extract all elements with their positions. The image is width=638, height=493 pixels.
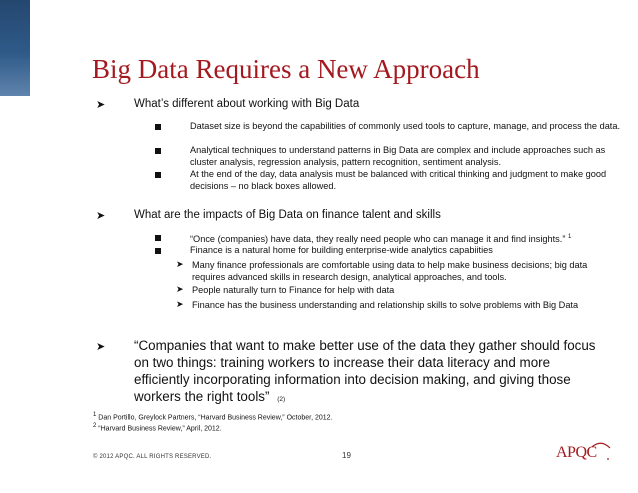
footnote-ref: 1 bbox=[567, 234, 572, 240]
footnote bbox=[93, 423, 222, 432]
footnote-number: 1 bbox=[93, 412, 97, 418]
square-bullet-icon bbox=[155, 235, 161, 241]
bullet-quote: “Once (companies) have data, they really need people who can manage it and find insights.” bbox=[190, 234, 566, 245]
arrow-bullet-icon: ➤ bbox=[96, 341, 106, 353]
arrow-bullet-icon: ➤ bbox=[96, 99, 106, 111]
section-heading: What are the impacts of Big Data on finance talent and skills bbox=[134, 209, 441, 221]
subbullet-text: Many finance professionals are comfortable using data to help make business decisions; big data requires advanced skills in research design, analytical approaches, and tools. bbox=[192, 260, 588, 282]
highlight-quote bbox=[134, 337, 602, 408]
copyright-text: © 2012 APQC. ALL RIGHTS RESERVED. bbox=[93, 454, 212, 460]
arrow-bullet-icon: ➤ bbox=[96, 210, 106, 222]
slide-title: Big Data Requires a New Approach bbox=[92, 54, 480, 84]
page-number: 19 bbox=[342, 451, 351, 460]
footnote-text: “Harvard Business Review,” April, 2012. bbox=[98, 425, 222, 433]
arrow-bullet-icon: ➤ bbox=[176, 299, 184, 309]
square-bullet-icon bbox=[155, 124, 161, 130]
section-heading: What’s different about working with Big Data bbox=[134, 98, 360, 110]
square-bullet-icon bbox=[155, 148, 161, 154]
bullet-text: At the end of the day, data analysis must be balanced with critical thinking and judgment to make good decisions – no black boxes allowed. bbox=[190, 169, 607, 191]
subbullet-text: Finance has the business understanding and relationship skills to solve problems with Big Data bbox=[192, 300, 579, 310]
sidebar-color-band bbox=[0, 0, 30, 96]
subbullet-text: People naturally turn to Finance for help with data bbox=[192, 285, 395, 295]
apqc-logo bbox=[555, 441, 611, 463]
sidebar-decoration bbox=[0, 0, 34, 493]
bullet-text bbox=[190, 231, 630, 245]
quote-citation: (2) bbox=[277, 396, 286, 403]
arrow-bullet-icon: ➤ bbox=[176, 284, 184, 294]
bullet-text: Finance is a natural home for building enterprise-wide analytics capabiities bbox=[190, 245, 493, 255]
square-bullet-icon bbox=[155, 248, 161, 254]
footnote-text: Dan Portillo, Greylock Partners, “Harvard Business Review,” October, 2012. bbox=[98, 414, 333, 422]
bullet-text: Analytical techniques to understand patterns in Big Data are complex and include approaches such as cluster analysis, regression analysis, pattern recognition, sentiment analysis. bbox=[190, 145, 606, 167]
svg-text:APQC: APQC bbox=[556, 444, 597, 461]
footnote bbox=[93, 412, 333, 421]
footnote-number: 2 bbox=[93, 423, 97, 429]
bullet-text: Dataset size is beyond the capabilities of commonly used tools to capture, manage, and process the data. bbox=[190, 121, 621, 131]
quote-text: “Companies that want to make better use of the data they gather should focus on two things: training workers to increase their data literacy and more efficiently incorporating information into decision making, and giving those workers the right tools” bbox=[134, 338, 596, 404]
arrow-bullet-icon: ➤ bbox=[176, 259, 184, 269]
square-bullet-icon bbox=[155, 172, 161, 178]
